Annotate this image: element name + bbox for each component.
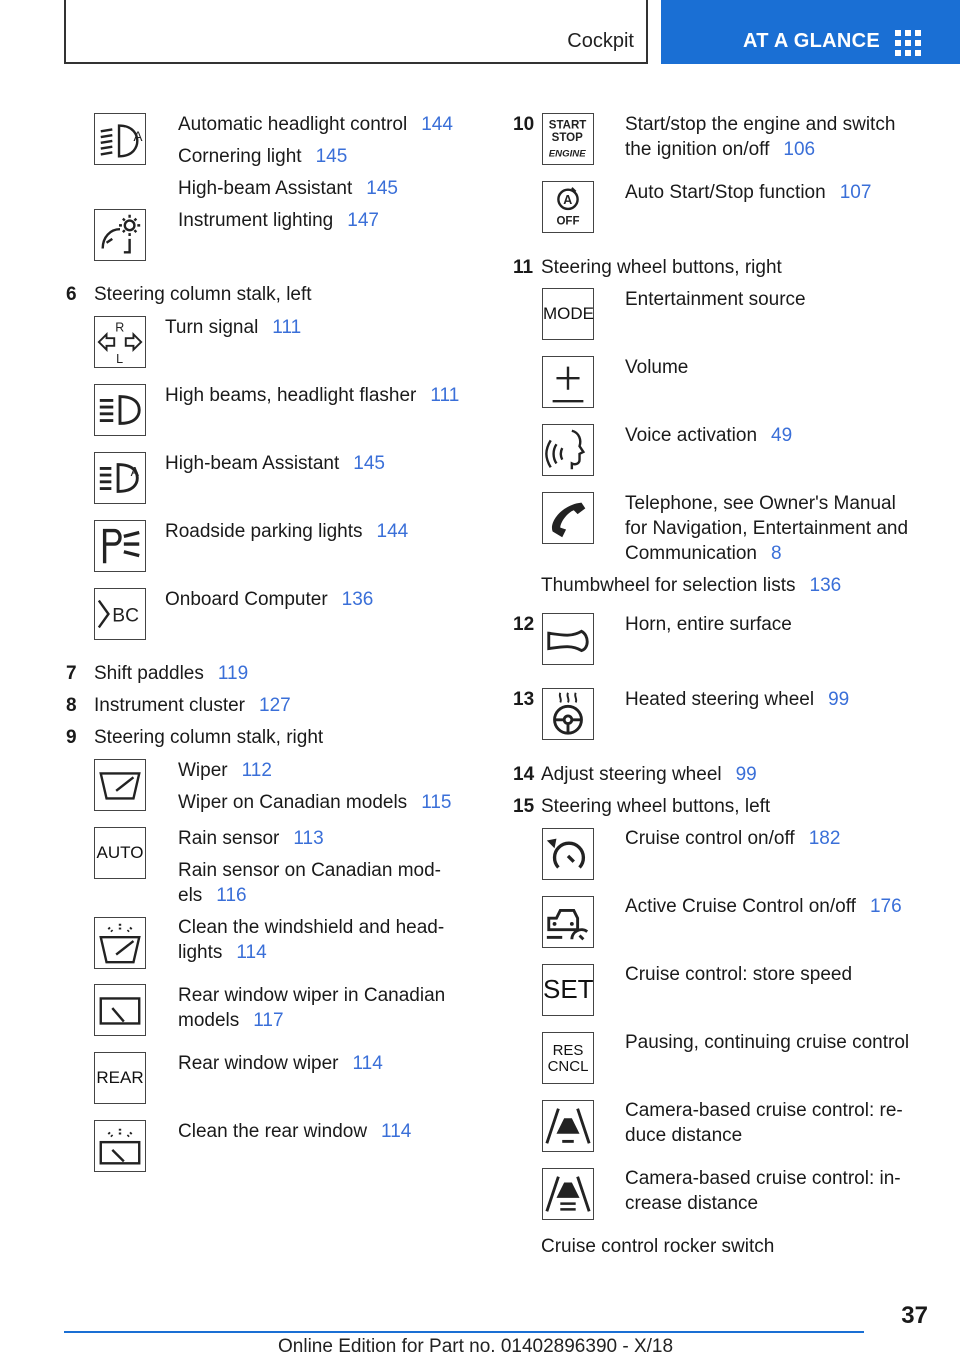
page-ref-link[interactable]: 136	[341, 589, 374, 610]
entry-reduce-distance: Camera-based cruise control: re- duce distance	[625, 1100, 903, 1146]
item-number: 6	[66, 284, 77, 305]
rear-washer-icon	[94, 1120, 146, 1172]
entry-parking-lights: Roadside parking lights 144	[165, 521, 409, 542]
entry-high-beam-assistant: High-beam Assistant 145	[178, 178, 398, 199]
svg-text:ENGINE: ENGINE	[548, 148, 586, 160]
entry-cruise-control: Cruise control on/off 182	[625, 828, 841, 849]
entry-turn-signal: Turn signal 111	[165, 317, 302, 338]
entry-wiper: Wiper 112	[178, 760, 272, 781]
page-ref-link[interactable]: 182	[808, 828, 841, 849]
parking-lights-icon	[94, 520, 146, 572]
entry-rocker-switch: Cruise control rocker switch	[541, 1236, 775, 1257]
item-8-label: Instrument cluster 127	[94, 695, 291, 716]
entry-clean-windshield: Clean the windshield and head- lights 114	[178, 917, 445, 963]
cruise-control-icon	[542, 828, 594, 880]
volume-plus-icon	[542, 356, 594, 408]
item-11-label: Steering wheel buttons, right	[541, 257, 782, 278]
page-ref-link[interactable]: 145	[366, 178, 398, 199]
page-ref-link[interactable]: 115	[421, 792, 452, 813]
svg-text:A: A	[133, 128, 143, 144]
page-ref-link[interactable]: 127	[259, 695, 291, 716]
page-ref-link[interactable]: 49	[771, 425, 793, 446]
footer-edition: Online Edition for Part no. 01402896390 - X/18	[278, 1336, 674, 1357]
entry-increase-distance: Camera-based cruise control: in- crease distance	[625, 1168, 901, 1214]
instrument-lighting-icon	[94, 209, 146, 261]
entry-high-beam-assistant-2: High-beam Assistant 145	[165, 453, 385, 474]
entry-rain-sensor-canadian: Rain sensor on Canadian mod- els 116	[178, 860, 441, 906]
entry-clean-rear-window: Clean the rear window 114	[178, 1121, 412, 1142]
tab-label: AT A GLANCE	[743, 30, 880, 52]
wiper-icon	[94, 759, 146, 811]
entry-wiper-canadian: Wiper on Canadian models 115	[178, 792, 452, 813]
entry-telephone: Telephone, see Owner's Manual for Navigation, Entertainment and Communication 8	[625, 493, 909, 564]
page-ref-link[interactable]: 144	[421, 114, 453, 135]
voice-activation-icon	[542, 424, 594, 476]
entry-rear-wiper-canadian: Rear window wiper in Canadian models 117	[178, 985, 446, 1031]
windshield-washer-icon	[94, 917, 146, 969]
entry-heated-steering-wheel: Heated steering wheel 99	[625, 689, 850, 710]
entry-store-speed: Cruise control: store speed	[625, 964, 853, 985]
entry-pause-continue: Pausing, continuing cruise control	[625, 1032, 910, 1053]
entry-auto-start-stop: Auto Start/Stop function 107	[625, 182, 872, 203]
page-ref-link[interactable]: 145	[353, 453, 385, 474]
item-14-label: Adjust steering wheel 99	[541, 764, 757, 785]
entry-voice-activation: Voice activation 49	[625, 425, 793, 446]
page-ref-link[interactable]: 112	[241, 760, 272, 781]
svg-text:A: A	[130, 465, 139, 480]
entry-rear-wiper: Rear window wiper 114	[178, 1053, 383, 1074]
page-ref-link[interactable]: 117	[253, 1010, 284, 1031]
rear-wiper-icon: REAR	[94, 1052, 146, 1104]
entry-high-beams: High beams, headlight flasher 111	[165, 385, 460, 406]
svg-text:START: START	[548, 119, 587, 132]
page-ref-link[interactable]: 106	[783, 139, 816, 160]
header-section-box	[64, 0, 648, 64]
item-number: 13	[513, 689, 535, 710]
svg-text:R: R	[115, 320, 125, 335]
page-ref-link[interactable]: 147	[347, 210, 379, 231]
page-ref-link[interactable]: 99	[735, 764, 757, 785]
page-ref-link[interactable]: 107	[839, 182, 872, 203]
entry-start-stop: Start/stop the engine and switch the ignition on/off 106	[625, 114, 896, 160]
item-number: 7	[66, 663, 77, 684]
svg-text:BC: BC	[112, 605, 140, 627]
item-number: 10	[513, 114, 535, 135]
mode-button-icon: MODE	[542, 288, 594, 340]
entry-onboard-computer: Onboard Computer 136	[165, 589, 374, 610]
page-ref-link[interactable]: 114	[381, 1121, 412, 1142]
item-number: 8	[66, 695, 77, 716]
item-6-label: Steering column stalk, left	[94, 284, 312, 305]
rain-sensor-icon: AUTO	[94, 827, 146, 879]
svg-text:A: A	[563, 193, 573, 208]
increase-distance-icon	[542, 1168, 594, 1220]
section-title: Cockpit	[567, 30, 634, 52]
at-a-glance-tab[interactable]	[661, 0, 960, 64]
item-number: 9	[66, 727, 77, 748]
page-ref-link[interactable]: 144	[376, 521, 409, 542]
page-ref-link[interactable]: 111	[430, 385, 460, 406]
page-ref-link[interactable]: 99	[828, 689, 850, 710]
item-number: 15	[513, 796, 535, 817]
high-beam-icon	[94, 384, 146, 436]
rear-wiper-canadian-icon	[94, 984, 146, 1036]
entry-auto-headlight: Automatic headlight control 144	[178, 114, 453, 135]
item-15-label: Steering wheel buttons, left	[541, 796, 771, 817]
auto-start-stop-icon	[542, 181, 594, 233]
page-number: 37	[901, 1302, 928, 1329]
set-button-icon: SET	[542, 964, 594, 1016]
entry-horn: Horn, entire surface	[625, 614, 792, 635]
auto-headlight-icon	[94, 113, 146, 165]
page-ref-link[interactable]: 113	[293, 828, 324, 849]
svg-text:L: L	[116, 352, 124, 367]
entry-thumbwheel: Thumbwheel for selection lists 136	[541, 575, 842, 596]
telephone-icon	[542, 492, 594, 544]
turn-signal-icon	[94, 316, 146, 368]
grid-icon	[895, 30, 921, 56]
page-ref-link[interactable]: 116	[216, 885, 247, 906]
res-cncl-button-icon: RES CNCL	[542, 1032, 594, 1084]
high-beam-assistant-icon	[94, 452, 146, 504]
page-ref-link[interactable]: 119	[217, 663, 249, 684]
active-cruise-control-icon	[542, 896, 594, 948]
entry-rain-sensor: Rain sensor 113	[178, 828, 324, 849]
page-ref-link[interactable]: 114	[352, 1053, 383, 1074]
item-9-label: Steering column stalk, right	[94, 727, 324, 748]
entry-active-cruise-control: Active Cruise Control on/off 176	[625, 896, 902, 917]
page-ref-link[interactable]: 8	[771, 543, 782, 564]
onboard-computer-icon	[94, 588, 146, 640]
heated-steering-wheel-icon	[542, 688, 594, 740]
reduce-distance-icon	[542, 1100, 594, 1152]
item-number: 14	[513, 764, 535, 785]
page-ref-link[interactable]: 136	[809, 575, 842, 596]
entry-instrument-lighting: Instrument lighting 147	[178, 210, 379, 231]
item-number: 12	[513, 614, 535, 635]
page-ref-link[interactable]: 176	[869, 896, 902, 917]
start-stop-icon	[542, 113, 594, 165]
item-7-label: Shift paddles 119	[94, 663, 249, 684]
entry-cornering-light: Cornering light 145	[178, 146, 348, 167]
item-number: 11	[513, 257, 534, 278]
horn-icon	[542, 613, 594, 665]
page-ref-link[interactable]: 114	[236, 942, 267, 963]
svg-text:OFF: OFF	[556, 215, 580, 228]
entry-volume: Volume	[625, 357, 689, 378]
svg-text:STOP: STOP	[551, 131, 583, 144]
entry-entertainment-source: Entertainment source	[625, 289, 806, 310]
footer-divider	[64, 1331, 864, 1333]
page-ref-link[interactable]: 111	[272, 317, 302, 338]
page-ref-link[interactable]: 145	[315, 146, 348, 167]
